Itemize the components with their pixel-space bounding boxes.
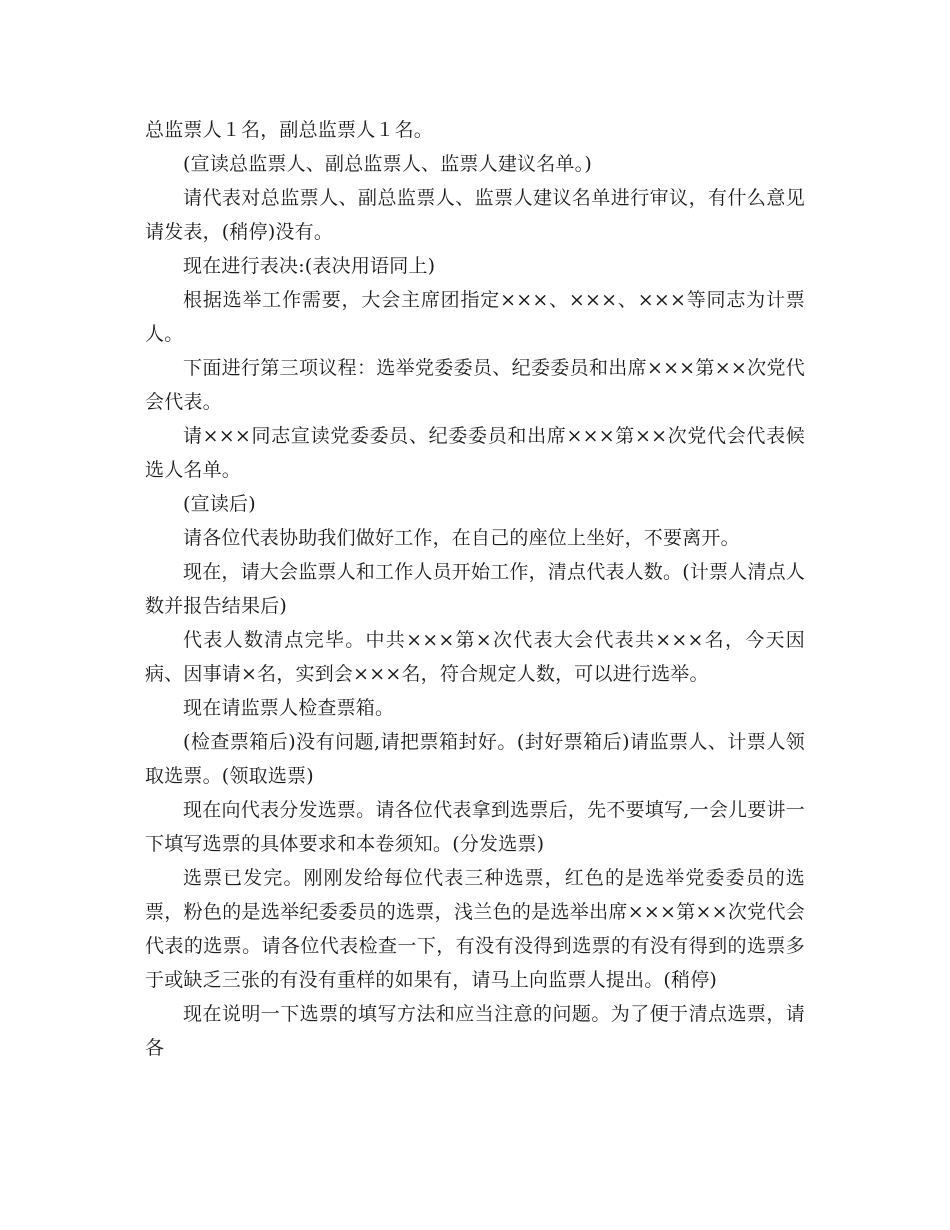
paragraph-9: 请各位代表协助我们做好工作，在自己的座位上坐好，不要离开。	[183, 527, 740, 549]
paragraph-13: (检查票箱后)没有问题,请把票箱封好。(封好票箱后)请监票人、计票人领取选票。(领取选票)	[145, 731, 805, 787]
paragraph-15: 选票已发完。刚刚发给每位代表三种选票，红色的是选举党委委员的选票，粉色的是选举纪委委员的选票，浅兰色的是选举出席×××第××次党代会代表的选票。请各位代表检查一下，有没有没得到选票的有没有得到的选票多于或缺乏三张的有没有重样的如果有，请马上向监票人提出。(稍停)	[145, 867, 805, 991]
paragraph-12: 现在请监票人检查票箱。	[183, 697, 395, 719]
paragraph-2: (宣读总监票人、副总监票人、监票人建议名单。)	[183, 153, 592, 175]
paragraph-8: (宣读后)	[183, 493, 256, 515]
paragraph-16: 现在说明一下选票的填写方法和应当注意的问题。为了便于清点选票，请各	[145, 1003, 805, 1059]
paragraph-1: 总监票人１名，副总监票人１名。	[145, 119, 434, 141]
paragraph-3: 请代表对总监票人、副总监票人、监票人建议名单进行审议，有什么意见请发表，(稍停)没有。	[145, 187, 805, 243]
paragraph-14: 现在向代表分发选票。请各位代表拿到选票后，先不要填写,一会儿要讲一下填写选票的具体要求和本卷须知。(分发选票)	[145, 799, 805, 855]
paragraph-5: 根据选举工作需要，大会主席团指定×××、×××、×××等同志为计票人。	[145, 289, 805, 345]
paragraph-7: 请×××同志宣读党委委员、纪委委员和出席×××第××次党代会代表候选人名单。	[145, 425, 805, 481]
paragraph-4: 现在进行表决:(表决用语同上)	[183, 255, 436, 277]
document-page	[145, 113, 805, 1065]
paragraph-10: 现在，请大会监票人和工作人员开始工作，清点代表人数。(计票人清点人数并报告结果后)	[145, 561, 806, 617]
paragraph-11: 代表人数清点完毕。中共×××第×次代表大会代表共×××名，今天因病、因事请×名，实到会×××名，符合规定人数，可以进行选举。	[145, 629, 805, 685]
paragraph-6: 下面进行第三项议程：选举党委委员、纪委委员和出席×××第××次党代会代表。	[145, 357, 805, 413]
